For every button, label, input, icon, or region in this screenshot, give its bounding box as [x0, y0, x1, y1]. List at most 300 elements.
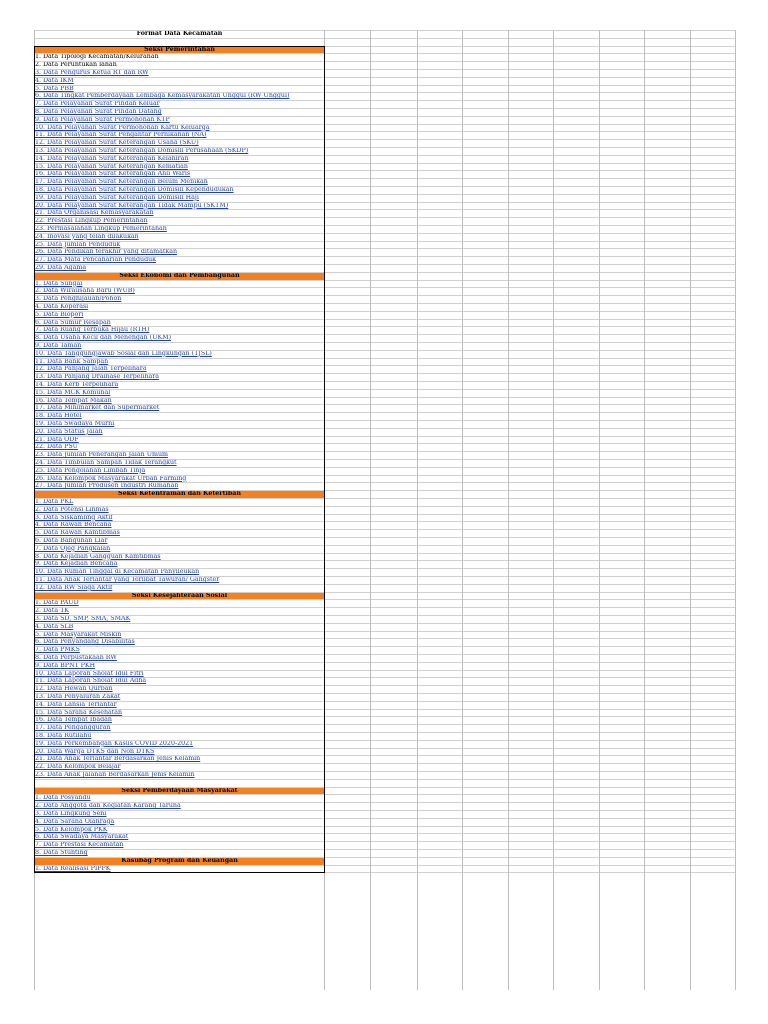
grid-line	[34, 404, 735, 405]
data-link[interactable]: 11. Data Bank Sampah	[35, 357, 109, 365]
grid-line	[34, 131, 735, 132]
grid-line	[34, 701, 735, 702]
data-link[interactable]: 11. Data Laporan Sholat Idul Adha	[35, 677, 147, 685]
table-row	[34, 529, 735, 537]
table-row	[34, 576, 735, 584]
grid-line	[34, 857, 735, 858]
data-link[interactable]: 6. Data Bangunan Liar	[35, 537, 108, 544]
data-link[interactable]: 11. Data Anak Terlantar yang Terlibat Tawuran/ Gangster	[35, 576, 220, 583]
data-link[interactable]: 4. Data Koperasi	[35, 303, 89, 310]
grid-line	[34, 490, 735, 491]
table-row	[34, 818, 735, 826]
data-link[interactable]: 3. Data Pengurus Ketua RT dan RW	[35, 69, 149, 76]
table-row	[34, 771, 735, 779]
data-link[interactable]: 6. Data Sumur Resapan	[35, 318, 111, 326]
grid-line	[34, 748, 735, 749]
grid-line	[34, 264, 735, 265]
grid-line	[34, 670, 735, 671]
data-link[interactable]: 4. Data SLB	[35, 622, 74, 630]
data-link[interactable]: 20. Data Pelayanan Surat Keterangan Tidak Mampu (SKTM)	[35, 201, 229, 209]
grid-line	[34, 833, 735, 834]
data-link[interactable]: 7. Data PMKS	[35, 646, 80, 654]
title-row	[34, 30, 735, 38]
data-link[interactable]: 4. Data Rawan Bencana	[35, 521, 112, 529]
table-row	[34, 584, 735, 592]
grid-line	[34, 607, 735, 608]
grid-column-line	[690, 30, 691, 990]
table-row	[34, 217, 735, 225]
data-link[interactable]: 19. Data Swadaya Murni	[35, 420, 115, 427]
grid-line	[34, 763, 735, 764]
grid-line	[34, 108, 735, 109]
table-row	[34, 724, 735, 732]
table-row	[34, 716, 735, 724]
data-link[interactable]: 27. Data Mata Pencaharian Penduduk	[35, 256, 156, 264]
table-row	[34, 740, 735, 748]
table-row	[34, 412, 735, 420]
grid-line	[34, 381, 735, 382]
grid-line	[34, 350, 735, 351]
table-row	[34, 108, 735, 116]
grid-line	[34, 631, 735, 632]
table-row	[34, 170, 735, 178]
table-row	[34, 833, 735, 841]
data-link[interactable]: 7. Data Prestasi Kecamatan	[35, 841, 124, 849]
table-row	[34, 849, 735, 857]
grid-line	[34, 638, 735, 639]
data-link[interactable]: 4. Data Sarana Olahraga	[35, 817, 115, 825]
data-link[interactable]: 5. Data Masyarakat Miskin	[35, 630, 122, 638]
grid-line	[34, 592, 735, 593]
grid-line	[34, 529, 735, 530]
table-row	[34, 568, 735, 576]
table-row	[34, 85, 735, 93]
data-link[interactable]: 6. Data Swadaya Masyarakat	[35, 833, 129, 841]
table-row	[34, 241, 735, 249]
table-row	[34, 186, 735, 194]
cell-text: 2. Data Peruntukan lahan	[35, 61, 117, 69]
grid-line	[34, 225, 735, 226]
data-link[interactable]: 7. Data Ojeg Pangkalan	[35, 544, 111, 552]
data-link[interactable]: 23. Data Jumlah Penerangan Jalan Umum	[35, 451, 169, 459]
data-link[interactable]: 5. Data PBB	[35, 84, 74, 92]
grid-line	[34, 319, 735, 320]
grid-line	[34, 358, 735, 359]
grid-line	[34, 693, 735, 694]
data-link[interactable]: 22. Prestasi Lingkup Pemerintahan	[35, 217, 148, 225]
table-row	[34, 61, 735, 69]
section-header: Seksi Ekonomi dan Pembangunan	[34, 272, 324, 280]
table-row	[34, 693, 735, 701]
table-row	[34, 631, 735, 639]
section-header: Seksi Ketentraman dan Ketertiban	[34, 490, 324, 498]
grid-line	[34, 506, 735, 507]
grid-line	[34, 61, 735, 62]
table-row	[34, 677, 735, 685]
data-link[interactable]: 20. Data Warga DTKS dan Non DTKS	[35, 747, 155, 755]
table-row	[34, 615, 735, 623]
grid-line	[34, 116, 735, 117]
table-row	[34, 334, 735, 342]
grid-line	[34, 802, 735, 803]
table-row	[34, 358, 735, 366]
grid-line	[34, 248, 735, 249]
data-link[interactable]: 16. Data Tempat Ibadah	[35, 716, 112, 724]
table-row	[34, 506, 735, 514]
table-row	[34, 295, 735, 303]
table-row	[34, 841, 735, 849]
table-row	[34, 163, 735, 171]
grid-line	[34, 482, 735, 483]
table-row	[34, 685, 735, 693]
data-link[interactable]: 16. Data Tempat Makan	[35, 396, 112, 404]
data-link[interactable]: 21. Data Organisasi Kemasyarakatan	[35, 209, 154, 217]
data-link[interactable]: 6. Data Tingkat Pemberdayaan Lembaga Kemasyarakatan Unggul (RW Unggul)	[35, 92, 290, 100]
grid-line	[34, 716, 735, 717]
table-row	[34, 303, 735, 311]
table-row	[34, 77, 735, 85]
data-link[interactable]: 27. Data Jumlah Produsen Industri Rumahan	[35, 482, 179, 490]
table-row	[34, 459, 735, 467]
grid-line	[34, 217, 735, 218]
table-row	[34, 779, 735, 787]
data-link[interactable]: 19. Data Pelayanan Surat Keterangan Domisili Haji	[35, 193, 199, 201]
grid-line	[34, 186, 735, 187]
grid-line	[34, 147, 735, 148]
table-row	[34, 53, 735, 61]
table-row	[34, 194, 735, 202]
table-row	[34, 178, 735, 186]
data-link[interactable]: 1. Data Sungai	[35, 279, 83, 287]
section-header: Seksi Kesejahteraan Sosial	[34, 592, 324, 600]
table-row	[34, 326, 735, 334]
data-link[interactable]: 14. Data Lansia Terlantar	[35, 700, 117, 708]
table-row	[34, 404, 735, 412]
section-header-row	[34, 592, 735, 600]
table-row	[34, 545, 735, 553]
table-row	[34, 654, 735, 662]
grid-line	[34, 498, 735, 499]
section-header-row	[34, 857, 735, 865]
data-link[interactable]: 17. Data Minimarket dan Supermarket	[35, 404, 160, 412]
grid-line	[34, 568, 735, 569]
grid-line	[34, 467, 735, 468]
grid-column-line	[34, 30, 35, 990]
data-link[interactable]: 10. Data Laporan Sholat Idul Fitri	[35, 669, 144, 677]
table-row	[34, 100, 735, 108]
data-link[interactable]: 13. Data Panjang Drainase Terpelihara	[35, 373, 160, 381]
grid-line	[34, 155, 735, 156]
table-row	[34, 397, 735, 405]
grid-line	[34, 334, 735, 335]
table-row	[34, 623, 735, 631]
data-link[interactable]: 8. Data Usaha Kecil dan Menengah (UKM)	[35, 334, 172, 342]
grid-line	[34, 459, 735, 460]
data-link[interactable]: 8. Data Stunting	[35, 849, 88, 856]
table-row	[34, 38, 735, 46]
grid-column-line	[370, 30, 371, 990]
data-link[interactable]: 12. Data Hewan Qurban	[35, 685, 113, 693]
data-link[interactable]: 3. Data Siskamling Aktif	[35, 513, 113, 521]
grid-line	[34, 241, 735, 242]
data-link[interactable]: 5. Data Kelompok PKK	[35, 825, 108, 833]
grid-line	[34, 841, 735, 842]
data-link[interactable]: 13. Data Penyaluran Zakat	[35, 693, 121, 700]
cell-text: 1. Data Tipologi Kecamatan/Kelurahan	[35, 53, 159, 61]
grid-line	[34, 202, 735, 203]
table-row	[34, 92, 735, 100]
table-row	[34, 482, 735, 490]
data-link[interactable]: 2. Data TK	[35, 607, 70, 615]
table-row	[34, 560, 735, 568]
grid-line	[34, 124, 735, 125]
grid-line	[34, 849, 735, 850]
table-row	[34, 319, 735, 327]
data-link[interactable]: 10. Data Rumah Tinggal di Kecamatan Panyileukan	[35, 568, 200, 576]
grid-line	[34, 872, 735, 873]
data-link[interactable]: 25. Data Pengolahan Limbah Tinja	[35, 466, 146, 474]
data-link[interactable]: 13. Data Pelayanan Surat Keterangan Domisili Perusahaan (SKDP)	[35, 147, 249, 154]
grid-line	[34, 794, 735, 795]
grid-line	[34, 163, 735, 164]
grid-line	[34, 256, 735, 257]
grid-line	[34, 732, 735, 733]
grid-line	[34, 576, 735, 577]
grid-column-line	[508, 30, 509, 990]
grid-line	[34, 553, 735, 554]
table-row	[34, 139, 735, 147]
table-row	[34, 498, 735, 506]
data-link[interactable]: 24. Data Timbulan Sampah Tidak Terangkut	[35, 459, 177, 466]
grid-line	[34, 787, 735, 788]
grid-line	[34, 30, 735, 31]
section-header-row	[34, 46, 735, 54]
grid-line	[34, 139, 735, 140]
grid-line	[34, 724, 735, 725]
table-row	[34, 514, 735, 522]
data-link[interactable]: 15. Data Sarana Kesehatan	[35, 708, 123, 716]
data-link[interactable]: 16. Data Pelayanan Surat Keterangan Ahli Waris	[35, 170, 191, 178]
data-link[interactable]: 26. Data Pendikan terakhir yang ditamatkan	[35, 248, 178, 256]
data-link[interactable]: 1. Data Realisasi PIPPK	[35, 864, 111, 872]
data-link[interactable]: 26. Data Kelompok Masyarakat Urban Farming	[35, 474, 187, 482]
data-link[interactable]: 7. Data Pelayanan Surat Pindah Keluar	[35, 100, 160, 108]
data-link[interactable]: 12. Data RW Siaga Aktif	[35, 583, 113, 591]
grid-line	[34, 709, 735, 710]
table-row	[34, 389, 735, 397]
section-header: Seksi Pemberdayaan Masyarakat	[34, 787, 324, 795]
table-row	[34, 599, 735, 607]
data-link[interactable]: 22. Data PSU	[35, 443, 78, 451]
table-row	[34, 225, 735, 233]
data-link[interactable]: 17. Data Pelayanan Surat Keterangan Belum Menikah	[35, 178, 208, 186]
grid-column-line	[553, 30, 554, 990]
grid-line	[34, 46, 735, 47]
table-row	[34, 69, 735, 77]
data-link[interactable]: 1. Data Posyandu	[35, 794, 91, 802]
grid-column-line	[644, 30, 645, 990]
data-link[interactable]: 29. Data Agama	[35, 264, 87, 271]
table-row	[34, 802, 735, 810]
grid-line	[34, 755, 735, 756]
table-row	[34, 256, 735, 264]
grid-line	[34, 77, 735, 78]
data-link[interactable]: 15. Data MCK Komunal	[35, 388, 111, 396]
grid-line	[34, 272, 735, 273]
data-link[interactable]: 21. Data ODF	[35, 435, 79, 443]
cell-text	[34, 779, 324, 787]
data-link[interactable]: 25. Data Jumlah Penduduk	[35, 240, 121, 248]
table-row	[34, 755, 735, 763]
grid-line	[34, 662, 735, 663]
table-row	[34, 763, 735, 771]
table-row	[34, 748, 735, 756]
grid-line	[34, 537, 735, 538]
grid-line	[34, 771, 735, 772]
table-row	[34, 342, 735, 350]
grid-line	[34, 412, 735, 413]
data-link[interactable]: 3. Data SD, SMP, SMA, SMAK	[35, 615, 131, 622]
grid-line	[34, 599, 735, 600]
grid-line	[34, 397, 735, 398]
grid-line	[34, 326, 735, 327]
data-link[interactable]: 1. Data PAUD	[35, 599, 79, 607]
grid-column-line	[462, 30, 463, 990]
table-row	[34, 124, 735, 132]
grid-line	[34, 740, 735, 741]
data-link[interactable]: 3. Data Lingkung Seni	[35, 810, 107, 817]
table-row	[34, 537, 735, 545]
data-link[interactable]: 21. Data Anak Terlantar Berdasarkan Jenis Kelamin	[35, 755, 201, 763]
grid-line	[34, 100, 735, 101]
table-row	[34, 209, 735, 217]
data-link[interactable]: 5. Data Biopori	[35, 310, 84, 318]
table-row	[34, 373, 735, 381]
table-row	[34, 662, 735, 670]
data-link[interactable]: 6. Data Penyandang Disabilitas	[35, 638, 135, 646]
table-row	[34, 443, 735, 451]
grid-line	[34, 584, 735, 585]
grid-line	[34, 826, 735, 827]
grid-line	[34, 545, 735, 546]
data-link[interactable]: 10. Data Tanggungjawab Sosial dan Lingkungan (TJSL)	[35, 349, 212, 357]
table-row	[34, 826, 735, 834]
grid-line	[34, 615, 735, 616]
table-row	[34, 475, 735, 483]
page-title: Format Data Kecamatan	[136, 30, 223, 37]
table-row	[34, 607, 735, 615]
section-header-row	[34, 787, 735, 795]
data-link[interactable]: 2. Data Anggota dan Kegiatan Karang Taruna	[35, 802, 181, 810]
data-link[interactable]: 12. Data Pelayanan Surat Keterangan Usaha (SKU)	[35, 139, 199, 147]
data-link[interactable]: 24. Inovasi yang telah dilakukan	[35, 232, 139, 240]
data-link[interactable]: 18. Data Rutilahu	[35, 732, 92, 739]
grid-line	[34, 654, 735, 655]
grid-line	[34, 443, 735, 444]
grid-line	[34, 311, 735, 312]
data-link[interactable]: 23. Data Anak Jalanan Berdasarkan Jenis Kelamin	[35, 771, 195, 778]
data-link[interactable]: 22. Data Kelompok Belajar	[35, 763, 121, 771]
table-row	[34, 810, 735, 818]
grid-line	[34, 779, 735, 780]
table-row	[34, 350, 735, 358]
table-row	[34, 116, 735, 124]
grid-line	[34, 646, 735, 647]
table-row	[34, 131, 735, 139]
data-link[interactable]: 19. Data Perkembangan Kasus COVID 2020-2021	[35, 739, 194, 747]
grid-line	[34, 303, 735, 304]
data-link[interactable]: 9. Data BPNT PKH	[35, 661, 96, 669]
table-row	[34, 451, 735, 459]
data-link[interactable]: 12. Data Panjang Jalan Terpelihara	[35, 365, 147, 373]
grid-column-line	[735, 30, 736, 990]
data-link[interactable]: 5. Data Rawan Kamtibmas	[35, 529, 120, 537]
grid-column-line	[324, 30, 325, 990]
grid-column-line	[417, 30, 418, 990]
table-row	[34, 381, 735, 389]
data-link[interactable]: 2. Data Wirausaha Baru (WUB)	[35, 287, 135, 295]
data-link[interactable]: 11. Data Pelayanan Surat Pengantar Pernikahan (NA)	[35, 131, 207, 139]
data-link[interactable]: 17. Data Pengangguran	[35, 724, 111, 732]
data-link[interactable]: 8. Data Kejadian Gangguan Kamtibmas	[35, 552, 161, 560]
section-header-row	[34, 490, 735, 498]
data-link[interactable]: 3. Data Penghijauan/Pohon	[35, 295, 122, 303]
data-link[interactable]: 9. Data Taman	[35, 342, 82, 349]
data-link[interactable]: 18. Data Hotel	[35, 412, 82, 420]
grid-line	[34, 818, 735, 819]
grid-column-line	[599, 30, 600, 990]
data-link[interactable]: 18. Data Pelayanan Surat Keterangan Domisili Kependudukan	[35, 186, 234, 193]
grid-line	[34, 475, 735, 476]
data-link[interactable]: 14. Data Pelayanan Surat Keterangan Kelahiran	[35, 154, 189, 162]
table-row	[34, 865, 735, 873]
table-row	[34, 436, 735, 444]
table-row	[34, 233, 735, 241]
cell-text	[34, 38, 324, 46]
table-row	[34, 202, 735, 210]
grid-line	[34, 451, 735, 452]
grid-line	[34, 521, 735, 522]
data-link[interactable]: 10. Data Pelayanan Surat Permohonan Kartu Keluarga	[35, 123, 210, 131]
data-link[interactable]: 7. Data Ruang Terbuka Hijau (RTH)	[35, 326, 150, 334]
section-header-row	[34, 272, 735, 280]
table-row	[34, 428, 735, 436]
table-row	[34, 646, 735, 654]
grid-line	[34, 623, 735, 624]
grid-line	[34, 389, 735, 390]
data-link[interactable]: 8. Data Perpustakaan RW	[35, 654, 117, 661]
table-row	[34, 155, 735, 163]
grid-line	[34, 209, 735, 210]
table-row	[34, 147, 735, 155]
table-row	[34, 467, 735, 475]
data-link[interactable]: 15. Data Pelayanan Surat Keterangan Kematian	[35, 162, 188, 170]
table-row	[34, 248, 735, 256]
grid-line	[34, 810, 735, 811]
data-link[interactable]: 14. Data Kerb Terpelihara	[35, 381, 119, 388]
data-link[interactable]: 2. Data Potensi Linmas	[35, 505, 109, 513]
grid-line	[34, 287, 735, 288]
data-link[interactable]: 1. Data PKL	[35, 498, 74, 505]
grid-line	[34, 865, 735, 866]
data-link[interactable]: 20. Data Status Jalan	[35, 427, 103, 435]
table-row	[34, 709, 735, 717]
data-link[interactable]: 8. Data Pelayanan Surat Pindah Datang	[35, 108, 162, 115]
data-link[interactable]: 4. Data IKM	[35, 76, 74, 84]
data-link[interactable]: 23. Permasalahan Lingkup Pemerintahan	[35, 225, 167, 232]
data-link[interactable]: 9. Data Kejadian Bencana	[35, 560, 118, 568]
data-link[interactable]: 9. Data Pelayanan Surat Permohonan KTP	[35, 115, 170, 123]
